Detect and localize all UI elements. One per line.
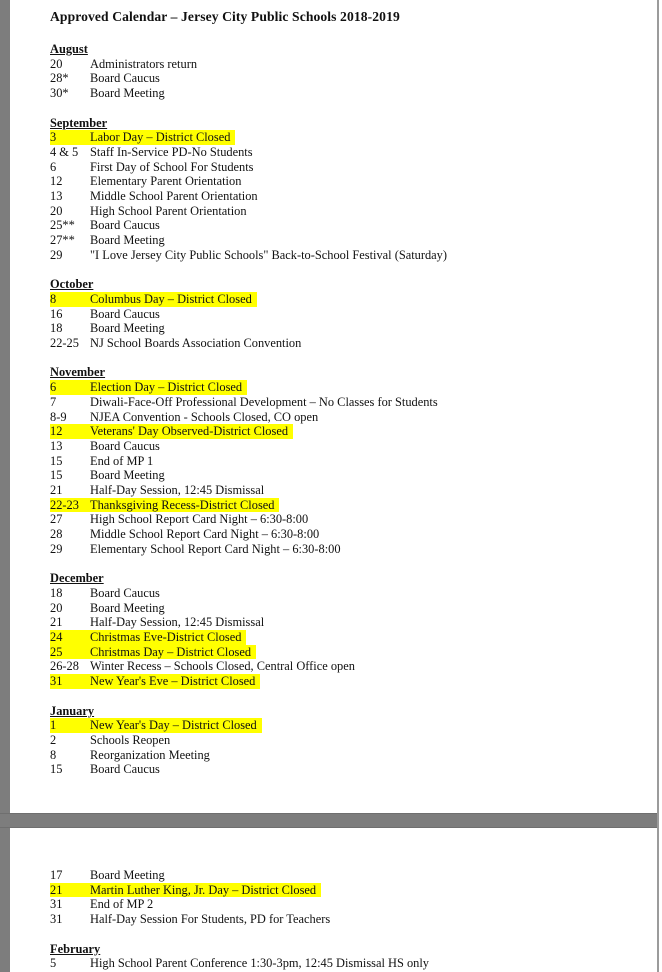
event-date: 13 — [50, 189, 63, 204]
calendar-row — [50, 659, 355, 674]
event-date: 8 — [50, 747, 57, 762]
event-date: 31 — [50, 912, 63, 927]
event-date: 21 — [50, 882, 63, 897]
event-date: 29 — [50, 541, 63, 556]
event-date: 12 — [50, 424, 63, 439]
event-date: 17 — [50, 868, 63, 882]
event-date: 24 — [50, 630, 63, 645]
event-text: High School Report Card Night – 6:30-8:00 — [90, 512, 309, 527]
event-text: Schools Reopen — [90, 732, 171, 747]
month-header: February — [50, 941, 101, 956]
month-section — [50, 365, 657, 556]
calendar-row — [50, 292, 257, 307]
event-text: Elementary School Report Card Night – 6:30-8:00 — [90, 541, 341, 556]
calendar-row — [50, 512, 308, 527]
event-text: Board Meeting — [90, 468, 165, 483]
calendar-row — [50, 321, 165, 336]
event-date: 8-9 — [50, 409, 67, 424]
calendar-row — [50, 86, 165, 101]
event-text: Elementary Parent Orientation — [90, 174, 242, 189]
event-date: 4 & 5 — [50, 144, 79, 159]
event-text: Winter Recess – Schools Closed, Central Office open — [90, 659, 355, 674]
document-page-2 — [10, 828, 657, 972]
calendar-row — [50, 498, 279, 513]
calendar-row — [50, 883, 321, 898]
month-section — [50, 868, 657, 927]
calendar-row — [50, 218, 160, 233]
event-text: New Year's Eve – District Closed — [90, 674, 256, 689]
month-section — [50, 942, 657, 971]
event-text: Board Meeting — [90, 86, 165, 101]
calendar-row — [50, 189, 258, 204]
calendar-row — [50, 410, 318, 425]
event-date: 20 — [50, 56, 63, 71]
calendar-row — [50, 733, 170, 748]
month-header: January — [50, 703, 95, 718]
event-date: 26-28 — [50, 659, 79, 674]
event-text: Reorganization Meeting — [90, 747, 210, 762]
event-text: Middle School Parent Orientation — [90, 189, 258, 204]
calendar-row — [50, 645, 256, 660]
page-separator — [0, 813, 659, 828]
calendar-row — [50, 630, 246, 645]
month-header: October — [50, 277, 94, 292]
event-date: 3 — [50, 130, 57, 145]
event-text: Board Caucus — [90, 585, 160, 600]
calendar-row — [50, 468, 165, 483]
event-text: Veterans' Day Observed-District Closed — [90, 424, 289, 439]
event-date: 30* — [50, 86, 69, 101]
event-text: Half-Day Session For Students, PD for Teachers — [90, 912, 331, 927]
event-text: Columbus Day – District Closed — [90, 291, 252, 306]
month-section — [50, 571, 657, 689]
event-text: Election Day – District Closed — [90, 380, 243, 395]
event-date: 20 — [50, 600, 63, 615]
calendar-row — [50, 912, 330, 927]
calendar-row — [50, 380, 247, 395]
calendar-row — [50, 204, 247, 219]
event-text: Board Meeting — [90, 321, 165, 336]
month-section — [50, 116, 657, 263]
calendar-row — [50, 248, 447, 263]
calendar-row — [50, 586, 160, 601]
calendar-row — [50, 868, 165, 883]
calendar-row — [50, 615, 264, 630]
event-date: 15 — [50, 762, 63, 777]
event-text: Board Caucus — [90, 218, 160, 233]
calendar-row — [50, 71, 160, 86]
event-text: Thanksgiving Recess-District Closed — [90, 497, 275, 512]
calendar-row — [50, 483, 264, 498]
event-date: 15 — [50, 468, 63, 483]
event-text: Board Caucus — [90, 438, 160, 453]
event-date: 6 — [50, 159, 57, 174]
event-text: Labor Day – District Closed — [90, 130, 231, 145]
event-text: Half-Day Session, 12:45 Dismissal — [90, 615, 265, 630]
calendar-row — [50, 542, 341, 557]
event-text: Board Caucus — [90, 71, 160, 86]
calendar-row — [50, 395, 438, 410]
event-text: Diwali-Face-Off Professional Development – No Classes for Students — [90, 394, 438, 409]
event-text: First Day of School For Students — [90, 159, 254, 174]
event-date: 20 — [50, 203, 63, 218]
calendar-row — [50, 674, 260, 689]
event-date: 18 — [50, 321, 63, 336]
event-date: 22-23 — [50, 497, 79, 512]
event-date: 31 — [50, 897, 63, 912]
calendar-row — [50, 762, 160, 777]
event-text: "I Love Jersey City Public Schools" Back-to-School Festival (Saturday) — [90, 247, 447, 262]
event-date: 15 — [50, 453, 63, 468]
calendar-row — [50, 424, 293, 439]
event-date: 25** — [50, 218, 75, 233]
event-date: 6 — [50, 380, 57, 395]
event-date: 2 — [50, 732, 57, 747]
event-text: New Year's Day – District Closed — [90, 718, 257, 733]
month-header: September — [50, 115, 108, 130]
event-text: Board Caucus — [90, 306, 160, 321]
event-date: 29 — [50, 247, 63, 262]
calendar-row — [50, 174, 241, 189]
calendar-row — [50, 897, 153, 912]
page-2-sections — [50, 868, 657, 971]
document-title: Approved Calendar – Jersey City Public Schools 2018-2019 — [50, 9, 400, 24]
event-date: 5 — [50, 956, 57, 971]
calendar-row — [50, 748, 210, 763]
event-text: Board Caucus — [90, 762, 160, 777]
month-header: August — [50, 42, 88, 56]
calendar-row — [50, 956, 429, 971]
event-date: 1 — [50, 718, 57, 733]
event-text: Board Meeting — [90, 233, 165, 248]
calendar-row — [50, 130, 235, 145]
event-text: Christmas Day – District Closed — [90, 644, 252, 659]
viewport-right-border — [657, 0, 659, 972]
month-header: December — [50, 571, 104, 586]
event-text: Half-Day Session, 12:45 Dismissal — [90, 483, 265, 498]
calendar-row — [50, 601, 165, 616]
month-section — [50, 704, 657, 778]
event-date: 13 — [50, 438, 63, 453]
event-text: Administrators return — [90, 56, 198, 71]
event-text: NJEA Convention - Schools Closed, CO open — [90, 409, 319, 424]
calendar-row — [50, 718, 262, 733]
event-date: 27** — [50, 233, 75, 248]
event-date: 12 — [50, 174, 63, 189]
calendar-row — [50, 57, 197, 72]
document-page-1 — [10, 0, 657, 813]
event-text: Board Meeting — [90, 868, 165, 882]
calendar-row — [50, 160, 254, 175]
event-date: 31 — [50, 674, 63, 689]
event-text: High School Parent Orientation — [90, 203, 247, 218]
event-date: 7 — [50, 394, 57, 409]
event-date: 16 — [50, 306, 63, 321]
event-date: 8 — [50, 291, 57, 306]
event-date: 21 — [50, 483, 63, 498]
month-header: November — [50, 365, 106, 380]
calendar-row — [50, 454, 153, 469]
event-text: Martin Luther King, Jr. Day – District Closed — [90, 882, 317, 897]
calendar-row — [50, 307, 160, 322]
event-text: Christmas Eve-District Closed — [90, 630, 242, 645]
event-date: 21 — [50, 615, 63, 630]
event-date: 25 — [50, 644, 63, 659]
event-text: Board Meeting — [90, 600, 165, 615]
event-text: High School Parent Conference 1:30-3pm, 12:45 Dismissal HS only — [90, 956, 429, 971]
event-text: End of MP 2 — [90, 897, 154, 912]
event-text: Middle School Report Card Night – 6:30-8:00 — [90, 527, 320, 542]
month-section — [50, 42, 657, 101]
event-date: 22-25 — [50, 336, 79, 351]
event-text: NJ School Boards Association Convention — [90, 336, 302, 351]
calendar-row — [50, 233, 165, 248]
event-text: Staff In-Service PD-No Students — [90, 144, 253, 159]
calendar-row — [50, 527, 319, 542]
calendar-row — [50, 439, 160, 454]
calendar-row — [50, 145, 253, 160]
page-1-sections — [50, 42, 657, 777]
event-date: 27 — [50, 512, 63, 527]
event-date: 28 — [50, 527, 63, 542]
calendar-row — [50, 336, 301, 351]
event-text: End of MP 1 — [90, 453, 154, 468]
event-date: 18 — [50, 585, 63, 600]
month-section — [50, 277, 657, 351]
event-date: 28* — [50, 71, 69, 86]
